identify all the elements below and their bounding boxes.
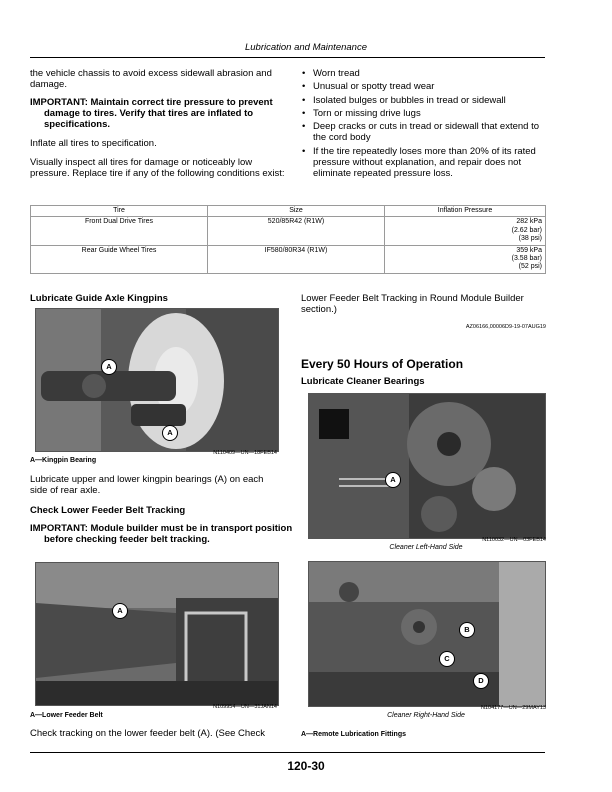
page-number: 120-30 [287,759,325,773]
table-cell [385,245,546,273]
pressure-psi: (38 psi) [518,235,542,243]
list-item: • If the tire repeatedly loses more than 20% of its rated pressure without explanation, and repair does not eliminate repeated pressure loss. [301,146,549,180]
footer-rule [30,752,545,753]
table-cell: Front Dual Drive Tires [31,217,208,245]
callout-a: A [101,359,117,375]
image-reference: N109954—UN—31JAN14 [213,704,277,710]
table-cell: Rear Guide Wheel Tires [31,245,208,273]
image-reference: N110032—UN—03FEB14 [482,537,546,543]
cleaner-right-photo [308,561,546,707]
pressure-bar: (3.58 bar) [511,255,542,263]
figure-caption: A—Remote Lubrication Fittings [301,731,406,738]
damage-bullet-list [301,68,549,180]
feeder-belt-photo [35,562,279,706]
table-cell [385,217,546,245]
table-header: Size [208,206,385,217]
paragraph: Lower Feeder Belt Tracking in Round Module Builder section.) [301,293,524,316]
list-item: • Torn or missing drive lugs [301,108,549,119]
callout-a: A [112,603,128,619]
important-note: IMPORTANT: Maintain correct tire pressure to prevent damage to tires. Verify that tires are inflated to specifications. [30,96,273,131]
image-reference: N104177—UN—29MAY13 [480,705,546,711]
figure-caption: Cleaner Left-Hand Side [389,544,463,551]
kingpin-photo [35,308,279,452]
cleaner-right-illustration [309,562,545,706]
table-row [31,217,546,245]
section-heading: Lubricate Guide Axle Kingpins [30,293,168,304]
pressure-psi: (52 psi) [518,263,542,271]
pressure-bar: (2.62 bar) [511,226,542,234]
pressure-kpa: 359 kPa [516,246,542,254]
left-column-intro [30,68,285,179]
callout-a: A [162,425,178,441]
callout-d: D [473,673,489,689]
section-id: AZ06166,00006D9-19-07AUG19 [465,324,546,330]
kingpin-illustration [36,309,278,451]
feeder-belt-illustration [36,563,278,705]
table-header: Inflation Pressure [385,206,546,217]
paragraph: Check tracking on the lower feeder belt (A). (See Check [30,728,265,739]
cleaner-left-photo [308,393,546,539]
list-item: • Unusual or spotty tread wear [301,81,549,92]
callout-b: B [459,622,475,638]
figure-caption: A—Lower Feeder Belt [30,712,103,719]
callout-a: A [385,472,401,488]
list-item: • Worn tread [301,68,549,79]
list-item: • Isolated bulges or bubbles in tread or sidewall [301,95,549,106]
cleaner-left-illustration [309,394,545,538]
page-header: Lubrication and Maintenance [244,42,367,53]
tire-pressure-table [30,205,546,274]
section-heading: Every 50 Hours of Operation [301,357,464,371]
section-heading: Check Lower Feeder Belt Tracking [30,505,186,516]
paragraph: Inflate all tires to specification. [30,138,157,150]
table-header: Tire [31,206,208,217]
important-note: IMPORTANT: Module builder must be in transport position before checking feeder belt tracking. [30,523,293,546]
table-row [31,245,546,273]
paragraph: Lubricate upper and lower kingpin bearings (A) on each side of rear axle. [30,474,264,497]
callout-c: C [439,651,455,667]
table-cell: IF580/80R34 (R1W) [208,245,385,273]
image-reference: N110409—UN—18FEB14 [213,450,277,456]
list-item: • Deep cracks or cuts in tread or sidewall that extend to the cord body [301,121,549,144]
paragraph: Visually inspect all tires for damage or noticeably low pressure. Replace tire if any of the following conditions exist: [30,156,285,180]
figure-caption: Cleaner Right-Hand Side [387,712,465,719]
pressure-kpa: 282 kPa [516,218,542,226]
figure-caption: A—Kingpin Bearing [30,457,97,464]
subsection-heading: Lubricate Cleaner Bearings [301,376,425,387]
paragraph: the vehicle chassis to avoid excess sidewall abrasion and damage. [30,68,272,91]
table-header-row [31,206,546,217]
table-cell: 520/85R42 (R1W) [208,217,385,245]
header-rule [30,57,545,58]
